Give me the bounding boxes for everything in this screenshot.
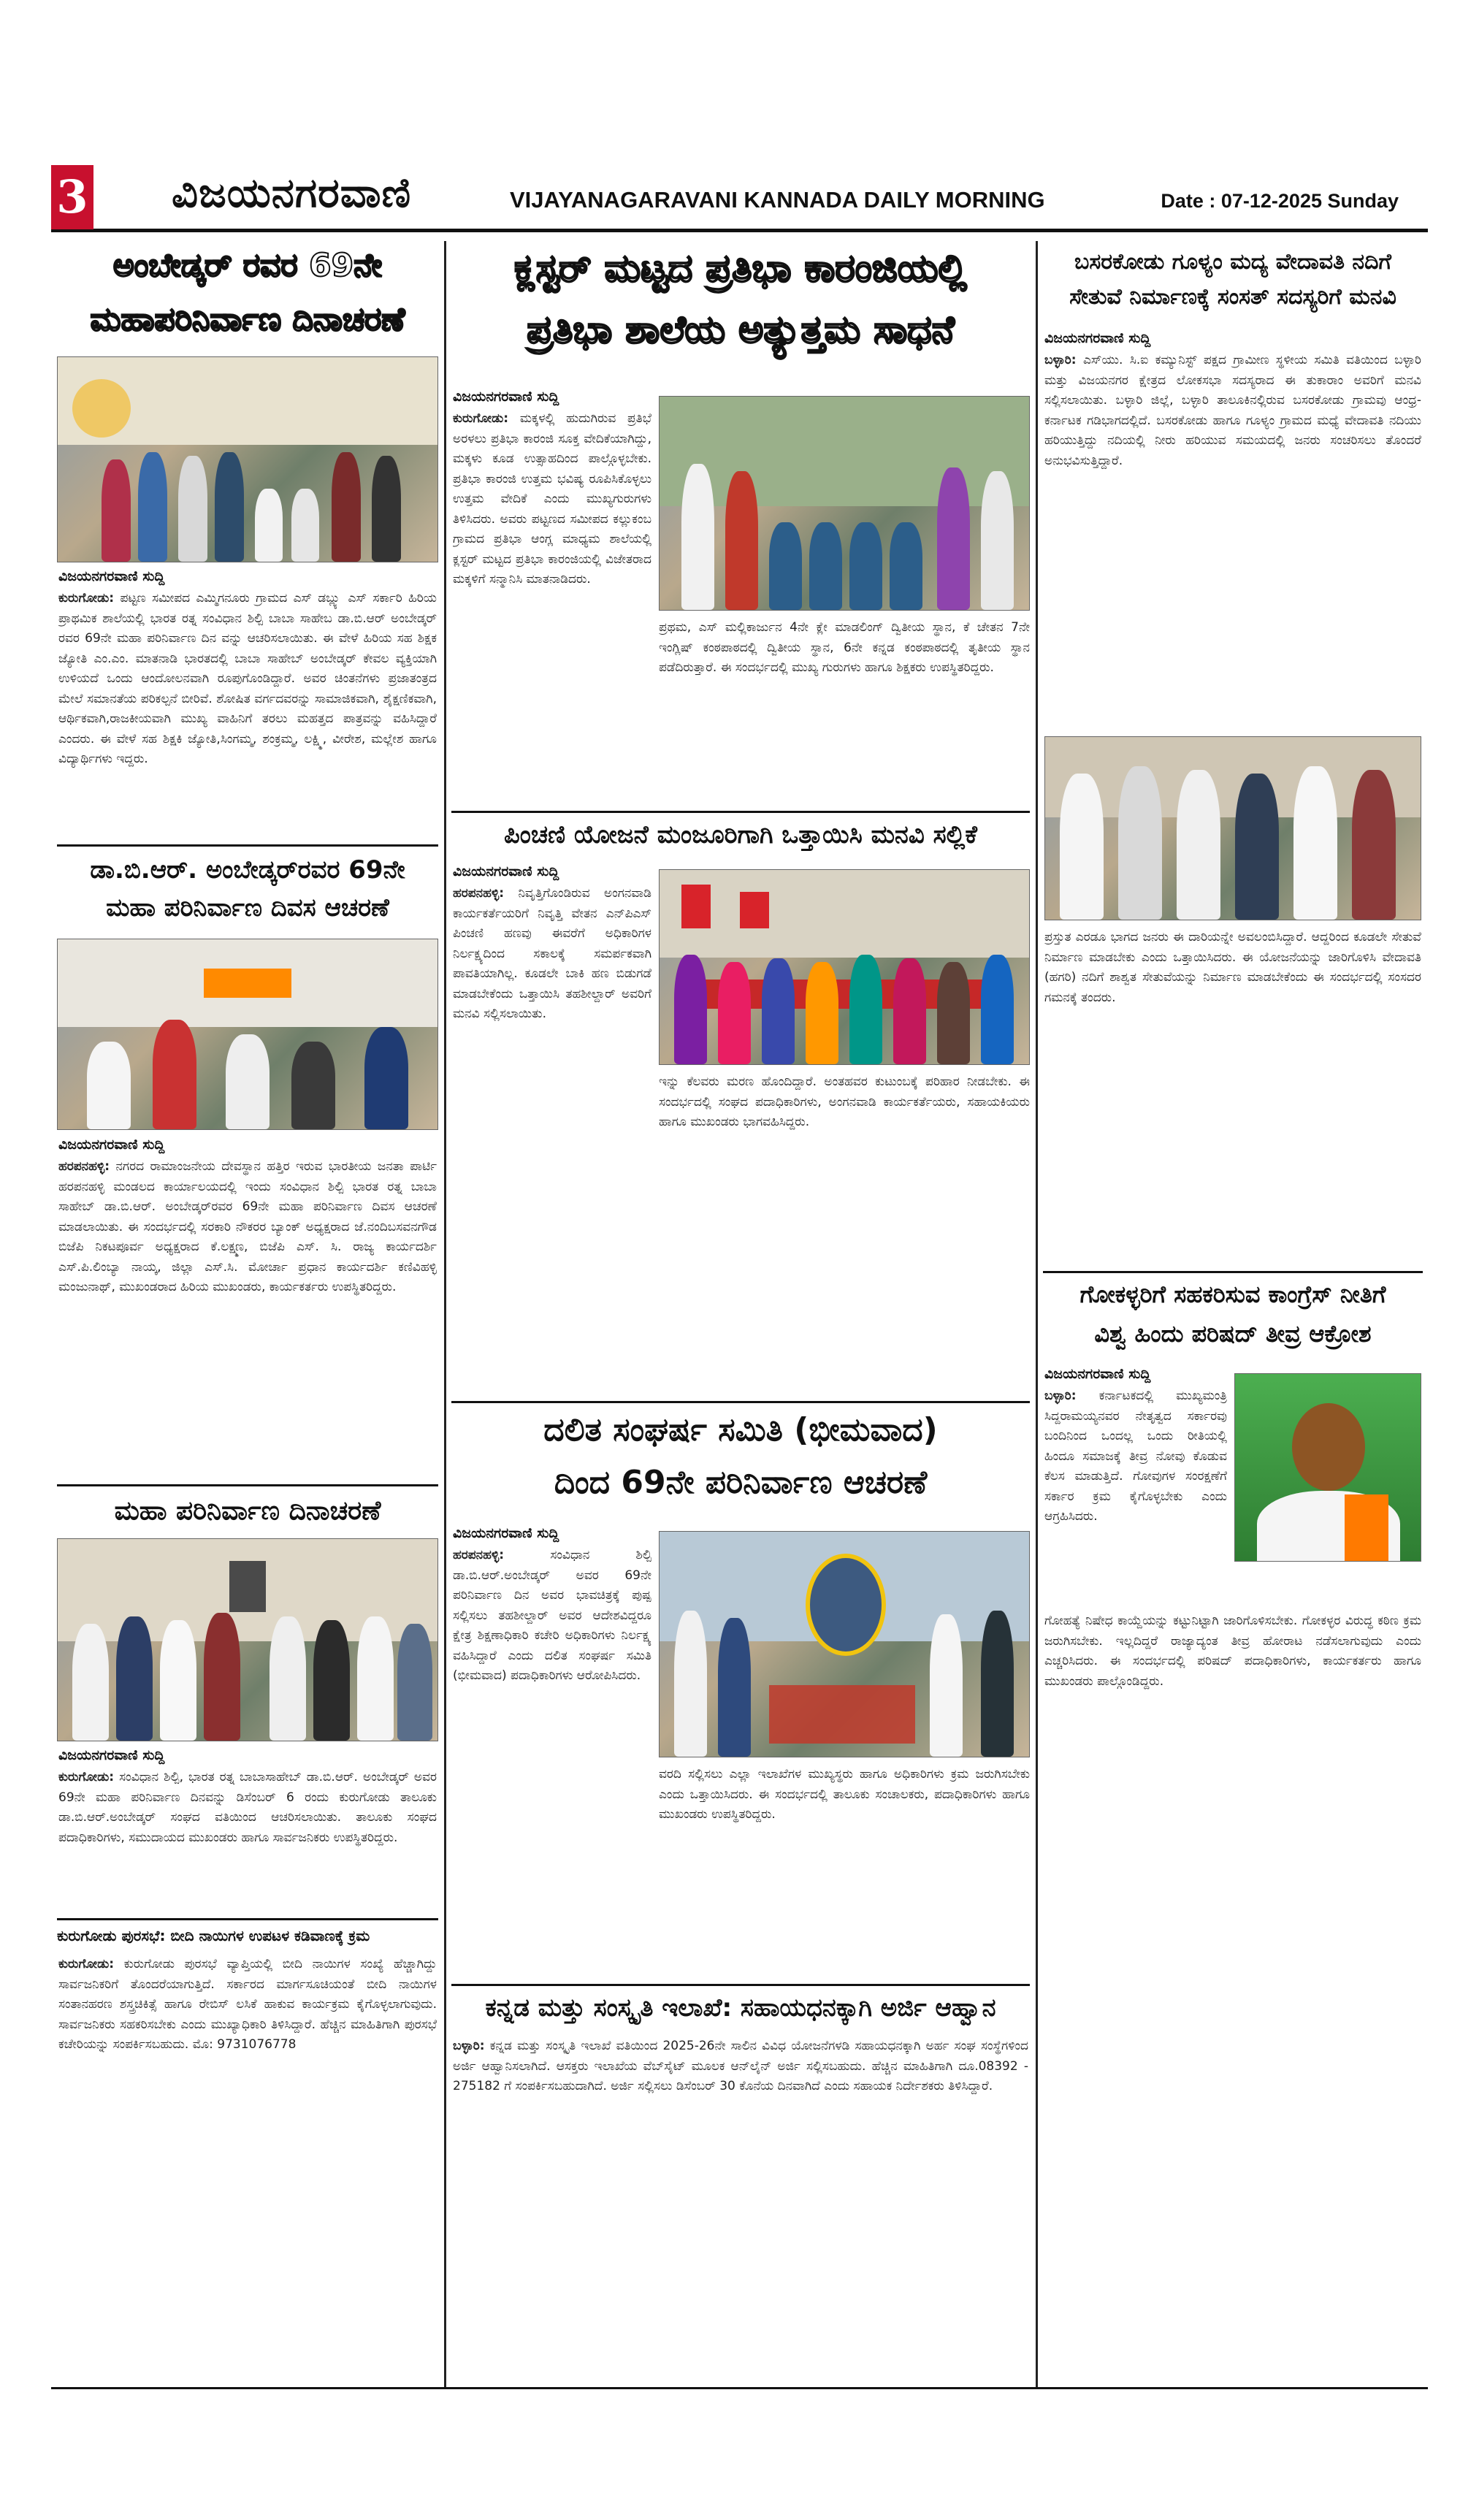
article-divider [451, 811, 1030, 813]
dateline-place: ಬಳ್ಳಾರಿ: [453, 2039, 485, 2053]
article-body [58, 589, 437, 837]
article-body [1044, 928, 1421, 1264]
news-photo [659, 1531, 1030, 1757]
article-headline: ಮಹಾಪರಿನಿರ್ವಾಣ ದಿನಾಚರಣೆ [90, 301, 405, 338]
article-body [1044, 1386, 1227, 1605]
article-headline: ಮಹಾ ಪರಿನಿರ್ವಾಣ ದಿವಸ ಆಚರಣೆ [106, 893, 389, 923]
article-text: ಮಕ್ಕಳಲ್ಲಿ ಹುದುಗಿರುವ ಪ್ರತಿಭೆ ಅರಳಲು ಪ್ರತಿಭಾ ಕಾರಂಜಿ ಸೂಕ್ತ ವೇದಿಕೆಯಾಗಿದ್ದು, ಮಕ್ಕಳು ಕೂಡ ಉತ್ಸಾಹದಿಂದ ಪಾಲ್ಗೊಳ್ಳಬೇಕು. ಪ್ರತಿಭಾ ಕಾರಂಜಿ ಉತ್ತಮ ಭವಿಷ್ಯ ರೂಪಿಸಿಕೊಳ್ಳಲು ಉತ್ತಮ ವೇದಿಕೆ ಎಂದು ಮುಖ್ಯಗುರುಗಳು ತಿಳಿಸಿದರು. ಅವರು ಪಟ್ಟಣದ ಸಮೀಪದ ಕಲ್ಲುಕಂಬ ಗ್ರಾಮದ ಪ್ರತಿಭಾ ಆಂಗ್ಲ ಮಾಧ್ಯಮ ಶಾಲೆಯಲ್ಲಿ ಕ್ಲಸ್ಟರ್ ಮಟ್ಟದ ಪ್ರತಿಭಾ ಕಾರಂಜಿಯಲ್ಲಿ ವಿಜೇತರಾದ ಮಕ್ಕಳಿಗೆ ಸನ್ಮಾನಿಸಿ ಮಾತನಾಡಿದರು. [453, 411, 651, 587]
article-text: ಪಟ್ಟಣ ಸಮೀಪದ ಎಮ್ಮಿಗನೂರು ಗ್ರಾಮದ ಎಸ್ ಡಬ್ಲ್ಯು ಎಸ್ ಸರ್ಕಾರಿ ಹಿರಿಯ ಪ್ರಾಥಮಿಕ ಶಾಲೆಯಲ್ಲಿ ಭಾರತ ರತ್ನ ಸಂವಿಧಾನ ಶಿಲ್ಪಿ ಬಾಬಾ ಸಾಹೇಬ ಡಾ.ಬಿ.ಆರ್ ಅಂಬೇಡ್ಕರ್ ರವರ 69ನೇ ಮಹಾ ಪರಿನಿರ್ವಾಣ ದಿನ ವನ್ನು ಆಚರಿಸಲಾಯಿತು. ಈ ವೇಳೆ ಹಿರಿಯ ಸಹ ಶಿಕ್ಷಕ ಜ್ಯೋತಿ ಎಂ.ಎಂ. ಮಾತನಾಡಿ ಭಾರತದಲ್ಲಿ ಬಾಬಾ ಸಾಹೇಬ್ ಅಂಬೇಡ್ಕರ್ ಕೇವಲ ವ್ಯಕ್ತಿಯಾಗಿ ಉಳಿಯದೆ ಒಂದು ಆಂದೋಲನವಾಗಿ ರೂಪುಗೊಂಡಿದ್ದಾರೆ. ಅವರ ಚಿಂತನೆಗಳು ಪ್ರಜಾತಂತ್ರದ ಮೇಲೆ ಸಮಾನತೆಯ ಪರಿಕಲ್ಪನೆ ಬೀರಿವೆ. ಶೋಷಿತ ವರ್ಗದವರನ್ನು ಸಾಮಾಜಿಕವಾಗಿ, ಶೈಕ್ಷಣಿಕವಾಗಿ, ಆರ್ಥಿಕವಾಗಿ,ರಾಜಕೀಯವಾಗಿ ಮುಖ್ಯ ವಾಹಿನಿಗೆ ತರಲು ಮಹತ್ತದ ಪಾತ್ರವನ್ನು ವಹಿಸಿದ್ದಾರೆ ಎಂದರು. ಈ ವೇಳೆ ಸಹ ಶಿಕ್ಷಕಿ ಜ್ಯೋತಿ,ಸಿಂಗಮ್ಮ, ಶಂಕ್ರಮ್ಮ, ಲಕ್ಷ್ಮಿ, ವೀರೇಶ, ಮಲ್ಲೇಶ ಹಾಗೂ ವಿದ್ಯಾರ್ಥಿಗಳು ಇದ್ದರು. [58, 591, 437, 767]
article-text: ಕನ್ನಡ ಮತ್ತು ಸಂಸ್ಕೃತಿ ಇಲಾಖೆ ವತಿಯಿಂದ 2025-26ನೇ ಸಾಲಿನ ವಿವಿಧ ಯೋಜನೆಗಳಡಿ ಸಹಾಯಧನಕ್ಕಾಗಿ ಅರ್ಹ ಸಂಘ ಸಂಸ್ಥೆಗಳಿಂದ ಅರ್ಜಿ ಆಹ್ವಾನಿಸಲಾಗಿದೆ. ಆಸಕ್ತರು ಇಲಾಖೆಯ ವೆಬ್‌ಸೈಟ್ ಮೂಲಕ ಆನ್‌ಲೈನ್ ಅರ್ಜಿ ಸಲ್ಲಿಸಬಹುದು. ಹೆಚ್ಚಿನ ಮಾಹಿತಿಗಾಗಿ ದೂ.08392 - 275182 ಗೆ ಸಂಪರ್ಕಿಸಬಹುದಾಗಿದೆ. ಅರ್ಜಿ ಸಲ್ಲಿಸಲು ಡಿಸೆಂಬರ್ 30 ಕೊನೆಯ ದಿನವಾಗಿದೆ ಎಂದು ಸಹಾಯಕ ನಿರ್ದೇಶಕರು ತಿಳಿಸಿದ್ದಾರೆ. [453, 2039, 1028, 2094]
masthead [51, 165, 1428, 232]
article-text: ಇನ್ನು ಕೆಲವರು ಮರಣ ಹೊಂದಿದ್ದಾರೆ. ಅಂತಹವರ ಕುಟುಂಬಕ್ಕೆ ಪರಿಹಾರ ನೀಡಬೇಕು. ಈ ಸಂದರ್ಭದಲ್ಲಿ ಸಂಘದ ಪದಾಧಿಕಾರಿಗಳು, ಅಂಗನವಾಡಿ ಕಾರ್ಯಕರ್ತೆಯರು, ಸಹಾಯಕಿಯರು ಹಾಗೂ ಮುಖಂಡರು ಭಾಗವಹಿಸಿದ್ದರು. [659, 1074, 1030, 1130]
page-bottom-rule [51, 2387, 1428, 2389]
article-headline: ಮಹಾ ಪರಿನಿರ್ವಾಣ ದಿನಾಚರಣೆ [114, 1496, 381, 1526]
dateline-place: ಹರಪನಹಳ್ಳಿ: [453, 1548, 505, 1562]
news-photo [57, 939, 438, 1130]
dateline-place: ಹರಪನಹಳ್ಳಿ: [58, 1159, 110, 1174]
article-body [58, 1768, 437, 1912]
article-byline: ವಿಜಯನಗರವಾಣಿ ಸುದ್ದಿ [1044, 1366, 1151, 1382]
news-photo [57, 356, 438, 562]
article-text: ಕರ್ನಾಟಕದಲ್ಲಿ ಮುಖ್ಯಮಂತ್ರಿ ಸಿದ್ದರಾಮಯ್ಯನವರ ನೇತೃತ್ವದ ಸರ್ಕಾರವು ಬಂದಿನಿಂದ ಒಂದಲ್ಲ ಒಂದು ರೀತಿಯಲ್ಲಿ ಹಿಂದೂ ಸಮಾಜಕ್ಕೆ ತೀವ್ರ ನೋವು ಕೊಡುವ ಕೆಲಸ ಮಾಡುತ್ತಿದೆ. ಗೋವುಗಳ ಸಂರಕ್ಷಣೆಗೆ ಸರ್ಕಾರ ಕ್ರಮ ಕೈಗೊಳ್ಳಬೇಕು ಎಂದು ಆಗ್ರಹಿಸಿದರು. [1044, 1389, 1227, 1524]
article-byline: ವಿಜಯನಗರವಾಣಿ ಸುದ್ದಿ [58, 1747, 165, 1763]
article-headline: ಕುರುಗೋಡು ಪುರಸಭೆ: ಬೀದಿ ನಾಯಿಗಳ ಉಪಟಳ ಕಡಿವಾಣಕ್ಕೆ ಕ್ರಮ [57, 1927, 370, 1944]
article-body [58, 1955, 437, 2382]
article-body [58, 1157, 437, 1477]
article-body [1044, 351, 1421, 730]
portrait-photo [1234, 1373, 1421, 1562]
newspaper-logo: ವಿಜಯನಗರವಾಣಿ [172, 169, 412, 217]
news-photo [659, 396, 1030, 611]
article-body [659, 618, 1030, 803]
article-headline: ಡಾ.ಬಿ.ಆರ್. ಅಂಬೇಡ್ಕರ್‌ರವರ 69ನೇ [90, 855, 405, 885]
news-photo [1044, 736, 1421, 920]
article-body [453, 2036, 1028, 2381]
article-body [1044, 1611, 1421, 2381]
article-divider [57, 1918, 438, 1920]
dateline-place: ಕುರುಗೋಡು: [453, 411, 509, 426]
article-body [659, 1072, 1030, 1395]
article-text: ಗೋಹತ್ಯೆ ನಿಷೇಧ ಕಾಯ್ದೆಯನ್ನು ಕಟ್ಟುನಿಟ್ಟಾಗಿ ಜಾರಿಗೊಳಿಸಬೇಕು. ಗೋಕಳ್ಳರ ವಿರುದ್ಧ ಕಠಿಣ ಕ್ರಮ ಜರುಗಿಸಬೇಕು. ಇಲ್ಲದಿದ್ದರೆ ರಾಜ್ಯಾದ್ಯಂತ ತೀವ್ರ ಹೋರಾಟ ನಡೆಸಲಾಗುವುದು ಎಂದು ಎಚ್ಚರಿಸಿದರು. ಈ ಸಂದರ್ಭದಲ್ಲಿ ಪರಿಷದ್ ಪದಾಧಿಕಾರಿಗಳು, ಕಾರ್ಯಕರ್ತರು ಹಾಗೂ ಮುಖಂಡರು ಪಾಲ್ಗೊಂಡಿದ್ದರು. [1044, 1614, 1421, 1689]
dateline-place: ಕುರುಗೋಡು: [58, 1957, 115, 1971]
article-text: ಪ್ರಥಮ, ಎಸ್ ಮಲ್ಲಿಕಾರ್ಜುನ 4ನೇ ಕ್ಲೇ ಮಾಡಲಿಂಗ್ ದ್ವಿತೀಯ ಸ್ಥಾನ, ಕೆ ಚೇತನ 7ನೇ ಇಂಗ್ಲಿಷ್ ಕಂಠಪಾಠದಲ್ಲಿ ದ್ವಿತೀಯ ಸ್ಥಾನ, 6ನೇ ಕನ್ನಡ ಕಂಠಪಾಠದಲ್ಲಿ ತೃತೀಯ ಸ್ಥಾನ ಪಡೆದಿರುತ್ತಾರೆ. ಈ ಸಂದರ್ಭದಲ್ಲಿ ಮುಖ್ಯ ಗುರುಗಳು ಹಾಗೂ ಶಿಕ್ಷಕರು ಉಪಸ್ಥಿತರಿದ್ದರು. [659, 620, 1030, 676]
article-text: ನಿವೃತ್ತಿಗೊಂಡಿರುವ ಅಂಗನವಾಡಿ ಕಾರ್ಯಕರ್ತೆಯರಿಗೆ ನಿವೃತ್ತಿ ವೇತನ ಎನ್‌ಪಿಎಸ್ ಪಿಂಚಣಿ ಹಣವು ಈವರೆಗೆ ಅಧಿಕಾರಿಗಳ ನಿರ್ಲಕ್ಷ್ಯದಿಂದ ಸಕಾಲಕ್ಕೆ ಸಮರ್ಪಕವಾಗಿ ಪಾವತಿಯಾಗಿಲ್ಲ. ಕೂಡಲೇ ಬಾಕಿ ಹಣ ಬಿಡುಗಡೆ ಮಾಡಬೇಕೆಂದು ಒತ್ತಾಯಿಸಿ ತಹಶೀಲ್ದಾರ್ ಅವರಿಗೆ ಮನವಿ ಸಲ್ಲಿಸಲಾಯಿತು. [453, 886, 651, 1022]
dateline-place: ಹರಪನಹಳ್ಳಿ: [453, 886, 505, 901]
article-body [453, 409, 651, 803]
article-headline: ಪಿಂಚಣಿ ಯೋಜನೆ ಮಂಜೂರಿಗಾಗಿ ಒತ್ತಾಯಿಸಿ ಮನವಿ ಸಲ್ಲಿಕೆ [503, 820, 978, 849]
article-byline: ವಿಜಯನಗರವಾಣಿ ಸುದ್ದಿ [453, 389, 559, 405]
article-byline: ವಿಜಯನಗರವಾಣಿ ಸುದ್ದಿ [58, 568, 165, 584]
article-headline: ಕ್ಲಸ್ಟರ್ ಮಟ್ಟದ ಪ್ರತಿಭಾ ಕಾರಂಜಿಯಲ್ಲಿ [514, 247, 967, 291]
article-headline: ಕನ್ನಡ ಮತ್ತು ಸಂಸ್ಕೃತಿ ಇಲಾಖೆ: ಸಹಾಯಧನಕ್ಕಾಗಿ ಅರ್ಜಿ ಆಹ್ವಾನ [485, 1993, 996, 2023]
article-headline: ಸೇತುವೆ ನಿರ್ಮಾಣಕ್ಕೆ ಸಂಸತ್ ಸದಸ್ಯರಿಗೆ ಮನವಿ [1069, 284, 1396, 310]
article-headline: ದಿಂದ 69ನೇ ಪರಿನಿರ್ವಾಣ ಆಚರಣೆ [554, 1464, 928, 1501]
article-headline: ದಲಿತ ಸಂಘರ್ಷ ಸಮಿತಿ (ಭೀಮವಾದ) [543, 1411, 938, 1448]
article-headline: ವಿಶ್ವ ಹಿಂದು ಪರಿಷದ್ ತೀವ್ರ ಆಕ್ರೋಶ [1094, 1320, 1372, 1348]
news-photo [57, 1538, 438, 1741]
article-text: ಕುರುಗೋಡು ಪುರಸಭೆ ವ್ಯಾಪ್ತಿಯಲ್ಲಿ ಬೀದಿ ನಾಯಿಗಳ ಸಂಖ್ಯೆ ಹೆಚ್ಚಾಗಿದ್ದು ಸಾರ್ವಜನಿಕರಿಗೆ ತೊಂದರೆಯಾಗುತ್ತಿದೆ. ಸರ್ಕಾರದ ಮಾರ್ಗಸೂಚಿಯಂತೆ ಬೀದಿ ನಾಯಿಗಳ ಸಂತಾನಹರಣ ಶಸ್ತ್ರಚಿಕಿತ್ಸೆ ಹಾಗೂ ರೇಬಿಸ್ ಲಸಿಕೆ ಹಾಕುವ ಕಾರ್ಯಕ್ರಮ ಕೈಗೊಳ್ಳಲಾಗುವುದು. ಸಾರ್ವಜನಿಕರು ಸಹಕರಿಸಬೇಕು ಎಂದು ಮುಖ್ಯಾಧಿಕಾರಿ ತಿಳಿಸಿದ್ದಾರೆ. ಹೆಚ್ಚಿನ ಮಾಹಿತಿಗಾಗಿ ಪುರಸಭೆ ಕಚೇರಿಯನ್ನು ಸಂಪರ್ಕಿಸಬಹುದು. ಮೊ: 9731076778 [58, 1957, 437, 2053]
newspaper-tagline: VIJAYANAGARAVANI KANNADA DAILY MORNING [510, 187, 1045, 213]
article-text: ಸಂವಿಧಾನ ಶಿಲ್ಪಿ, ಭಾರತ ರತ್ನ ಬಾಬಾಸಾಹೇಬ್ ಡಾ.ಬಿ.ಆರ್. ಅಂಬೇಡ್ಕರ್ ಅವರ 69ನೇ ಮಹಾ ಪರಿನಿರ್ವಾಣ ದಿನವನ್ನು ಡಿಸೆಂಬರ್ 6 ರಂದು ಕುರುಗೋಡು ತಾಲೂಕು ಡಾ.ಬಿ.ಆರ್.ಅಂಬೇಡ್ಕರ್ ಸಂಘದ ವತಿಯಿಂದ ಆಚರಿಸಲಾಯಿತು. ತಾಲೂಕು ಸಂಘದ ಪದಾಧಿಕಾರಿಗಳು, ಸಮುದಾಯದ ಮುಖಂಡರು ಹಾಗೂ ಸಾರ್ವಜನಿಕರು ಉಪಸ್ಥಿತರಿದ್ದರು. [58, 1770, 437, 1845]
article-text: ವರದಿ ಸಲ್ಲಿಸಲು ಎಲ್ಲಾ ಇಲಾಖೆಗಳ ಮುಖ್ಯಸ್ಥರು ಹಾಗೂ ಅಧಿಕಾರಿಗಳು ಕ್ರಮ ಜರುಗಿಸಬೇಕು ಎಂದು ಒತ್ತಾಯಿಸಿದರು. ಈ ಸಂದರ್ಭದಲ್ಲಿ ತಾಲೂಕು ಸಂಚಾಲಕರು, ಪದಾಧಿಕಾರಿಗಳು ಹಾಗೂ ಮುಖಂಡರು ಉಪಸ್ಥಿತರಿದ್ದರು. [659, 1767, 1030, 1822]
news-photo [659, 869, 1030, 1065]
article-headline: ಅಂಬೇಡ್ಕರ್ ರವರ 69ನೇ [112, 247, 383, 284]
dateline-place: ಬಳ್ಳಾರಿ: [1044, 353, 1077, 367]
article-byline: ವಿಜಯನಗರವಾಣಿ ಸುದ್ದಿ [453, 1525, 559, 1541]
article-text: ನಗರದ ರಾಮಾಂಜನೇಯ ದೇವಸ್ಥಾನ ಹತ್ತಿರ ಇರುವ ಭಾರತೀಯ ಜನತಾ ಪಾರ್ಟಿ ಹರಪನಹಳ್ಳಿ ಮಂಡಲದ ಕಾರ್ಯಾಲಯದಲ್ಲಿ ಇಂದು ಸಂವಿಧಾನ ಶಿಲ್ಪಿ ಭಾರತ ರತ್ನ ಬಾಬಾ ಸಾಹೇಬ್ ಡಾ.ಬಿ.ಆರ್. ಅಂಬೇಡ್ಕರ್‌ರವರ 69ನೇ ಮಹಾ ಪರಿನಿರ್ವಾಣ ದಿವಸ ಆಚರಣೆ ಮಾಡಲಾಯಿತು. ಈ ಸಂದರ್ಭದಲ್ಲಿ ಸರಕಾರಿ ನೌಕರರ ಬ್ಯಾಂಕ್ ಅಧ್ಯಕ್ಷರಾದ ಜೆ.ನಂದಿಬಸವನಗೌಡ ಬಿಜೆಪಿ ನಿಕಟಪೂರ್ವ ಅಧ್ಯಕ್ಷರಾದ ಕೆ.ಲಕ್ಷ್ಮಣ, ಬಿಜೆಪಿ ಎಸ್. ಸಿ. ರಾಜ್ಯ ಕಾರ್ಯದರ್ಶಿ ಎಸ್.ಪಿ.ಲಿಂಬ್ಯಾ ನಾಯ್ಕ, ಜಿಲ್ಲಾ ಎಸ್.ಸಿ. ಮೋರ್ಚಾ ಪ್ರಧಾನ ಕಾರ್ಯದರ್ಶಿ ಕಣಿವಿಹಳ್ಳಿ ಮಂಜುನಾಥ್, ಮುಖಂಡರಾದ ಹಿರಿಯ ಮುಖಂಡರು, ಕಾರ್ಯಕರ್ತರು ಉಪಸ್ಥಿತರಿದ್ದರು. [58, 1159, 437, 1295]
article-byline: ವಿಜಯನಗರವಾಣಿ ಸುದ್ದಿ [453, 863, 559, 879]
article-text: ಎಸ್‌ಯು. ಸಿ.ಐ ಕಮ್ಯುನಿಸ್ಟ್ ಪಕ್ಷದ ಗ್ರಾಮೀಣ ಸ್ಥಳೀಯ ಸಮಿತಿ ವತಿಯಿಂದ ಬಳ್ಳಾರಿ ಮತ್ತು ವಿಜಯನಗರ ಕ್ಷೇತ್ರದ ಲೋಕಸಭಾ ಸದಸ್ಯರಾದ ಈ ತುಕಾರಾಂ ಅವರಿಗೆ ಮನವಿ ಸಲ್ಲಿಸಲಾಯಿತು. ಬಳ್ಳಾರಿ ಜಿಲ್ಲೆ, ಬಳ್ಳಾರಿ ತಾಲೂಕಿನಲ್ಲಿರುವ ಬಸರಕೋಡು ಗ್ರಾಮವು ಆಂಧ್ರ-ಕರ್ನಾಟಕ ಗಡಿಭಾಗದಲ್ಲಿದೆ. ಬಸರಕೋಡು ಹಾಗೂ ಗೂಳ್ಯಂ ಗ್ರಾಮದ ಮಧ್ಯೆ ವೇದಾವತಿ ನದಿಯು ಹರಿಯುತ್ತಿದ್ದು ನದಿಯಲ್ಲಿ ನೀರು ಹರಿಯುವ ಸಮಯದಲ್ಲಿ ಜನರು ಸಂಚರಿಸಲು ತೊಂದರೆ ಅನುಭವಿಸುತ್ತಿದ್ದಾರೆ. [1044, 353, 1421, 468]
article-divider [451, 1984, 1030, 1986]
article-divider [1043, 1271, 1423, 1273]
column-divider [1036, 241, 1038, 2389]
article-byline: ವಿಜಯನಗರವಾಣಿ ಸುದ್ದಿ [58, 1137, 165, 1153]
article-divider [451, 1401, 1030, 1403]
page-number: 3 [51, 165, 93, 229]
dateline-place: ಕುರುಗೋಡು: [58, 591, 115, 606]
article-byline: ವಿಜಯನಗರವಾಣಿ ಸುದ್ದಿ [1044, 330, 1151, 346]
article-headline: ಪ್ರತಿಭಾ ಶಾಲೆಯ ಅತ್ಯುತ್ತಮ ಸಾಧನೆ [527, 308, 955, 352]
dateline-place: ಬಳ್ಳಾರಿ: [1044, 1389, 1077, 1403]
article-headline: ಗೋಕಳ್ಳರಿಗೆ ಸಹಕರಿಸುವ ಕಾಂಗ್ರೆಸ್ ನೀತಿಗೆ [1079, 1280, 1386, 1308]
article-body [453, 884, 651, 1395]
article-body [453, 1546, 651, 1977]
article-divider [57, 844, 438, 847]
article-headline: ಬಸರಕೋಡು ಗೂಳ್ಯಂ ಮದ್ಯ ವೇದಾವತಿ ನದಿಗೆ [1074, 249, 1391, 275]
column-divider [444, 241, 446, 2389]
article-text: ಸಂವಿಧಾನ ಶಿಲ್ಪಿ ಡಾ.ಬಿ.ಆರ್.ಅಂಬೇಡ್ಕರ್ ಅವರ 69ನೇ ಪರಿನಿರ್ವಾಣ ದಿನ ಅವರ ಭಾವಚಿತ್ರಕ್ಕೆ ಪುಷ್ಪ ಸಲ್ಲಿಸಲು ತಹಶೀಲ್ದಾರ್ ಅವರ ಆದೇಶವಿದ್ದರೂ ಕ್ಷೇತ್ರ ಶಿಕ್ಷಣಾಧಿಕಾರಿ ಕಚೇರಿ ಅಧಿಕಾರಿಗಳು ನಿರ್ಲಕ್ಷ್ಯ ವಹಿಸಿದ್ದಾರೆ ಎಂದು ದಲಿತ ಸಂಘರ್ಷ ಸಮಿತಿ (ಭೀಮವಾದ) ಪದಾಧಿಕಾರಿಗಳು ಆರೋಪಿಸಿದರು. [453, 1548, 651, 1684]
article-divider [57, 1484, 438, 1486]
article-body [659, 1765, 1030, 1977]
issue-date: Date : 07-12-2025 Sunday [1161, 190, 1399, 212]
dateline-place: ಕುರುಗೋಡು: [58, 1770, 115, 1784]
article-text: ಪ್ರಸ್ತುತ ಎರಡೂ ಭಾಗದ ಜನರು ಈ ದಾರಿಯನ್ನೇ ಅವಲಂಬಿಸಿದ್ದಾರೆ. ಆದ್ದರಿಂದ ಕೂಡಲೇ ಸೇತುವೆ ನಿರ್ಮಾಣ ಮಾಡಬೇಕು ಎಂದು ಒತ್ತಾಯಿಸಿದರು. ಈ ಯೋಜನೆಯನ್ನು ಜಾರಿಗೊಳಿಸಿ ವೇದಾವತಿ (ಹಗರಿ) ನದಿಗೆ ಶಾಶ್ವತ ಸೇತುವೆಯನ್ನು ನಿರ್ಮಾಣ ಮಾಡಬೇಕೆಂದು ಈ ಸಂದರ್ಭದಲ್ಲಿ ಸಂಸದರ ಗಮನಕ್ಕೆ ತಂದರು. [1044, 930, 1421, 1005]
